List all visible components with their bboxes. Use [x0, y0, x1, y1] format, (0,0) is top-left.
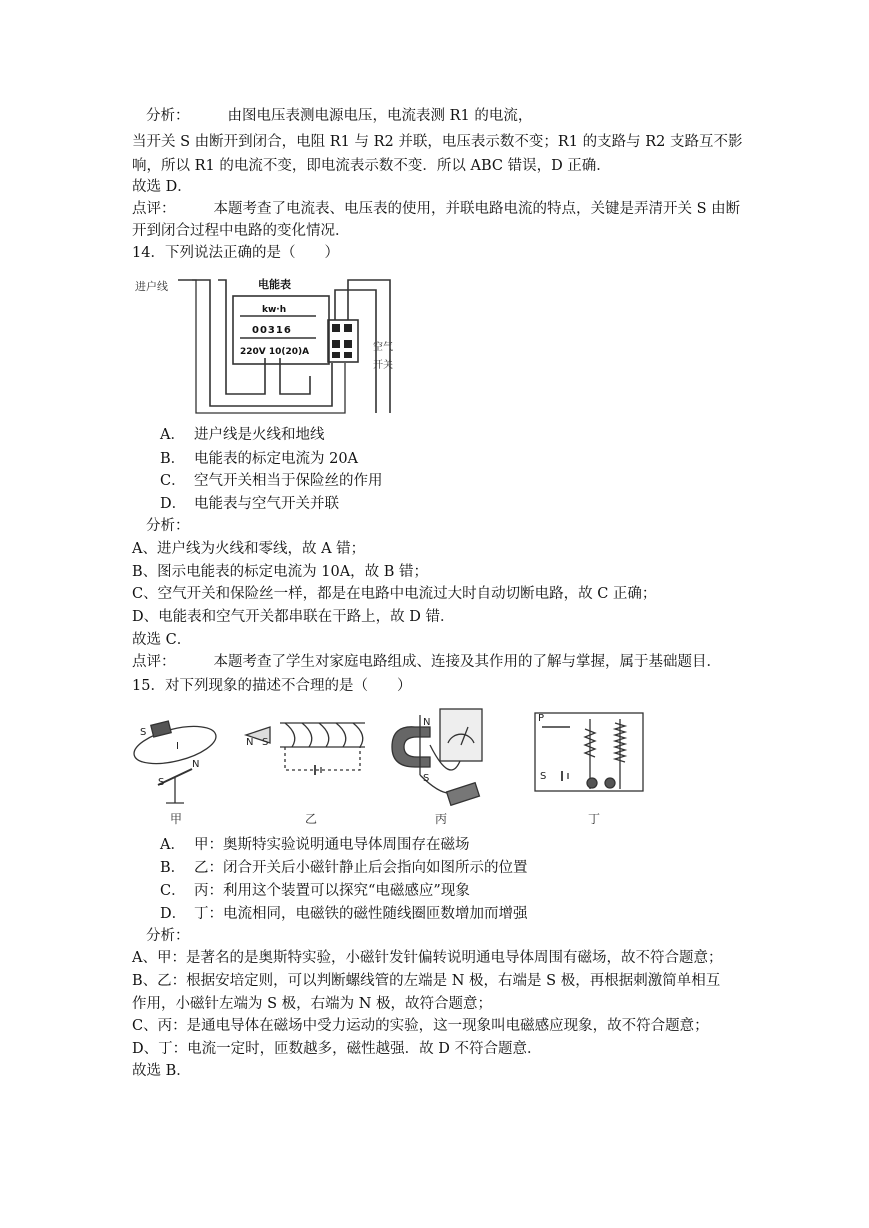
q14-option-c: C． 空气开关相当于保险丝的作用	[160, 473, 383, 489]
q15-option-b: B． 乙：闭合开关后小磁针静止后会指向如图所示的位置	[160, 860, 528, 876]
q14-analysis-line-4: D、电能表和空气开关都串联在干路上，故 D 错．	[132, 609, 455, 625]
bing-label-s: S	[423, 773, 430, 784]
q13-review-label: 点评：	[132, 201, 176, 217]
ding-label-p: P	[538, 713, 545, 724]
caption-jia: 甲	[170, 812, 183, 826]
ding-label-s: S	[540, 771, 547, 782]
q15-analysis-line-3: 作用，小磁针左端为 S 极，右端为 N 极，故符合题意；	[132, 996, 493, 1012]
q14-review-text: 本题考查了学生对家庭电路组成、连接及其作用的了解与掌握，属于基础题目．	[213, 654, 721, 670]
q15-analysis-label: 分析：	[146, 928, 190, 944]
figure-bing	[392, 709, 482, 805]
q15-analysis-line-5: D、丁：电流一定时，匝数越多，磁性越强．故 D 不符合题意．	[132, 1041, 542, 1057]
caption-yi: 乙	[305, 812, 318, 826]
jia-label-s: S	[140, 727, 147, 738]
q15-figures	[130, 705, 650, 830]
q15-option-c: C． 丙：利用这个装置可以探究“电磁感应”现象	[160, 883, 470, 899]
q15-stem: 15．对下列现象的描述不合理的是（ ）	[132, 678, 412, 694]
q14-stem: 14．下列说法正确的是（ ）	[132, 245, 339, 261]
q14-answer: 故选 C．	[132, 632, 192, 648]
q15-analysis-line-1: A、甲：是著名的是奥斯特实验，小磁针发针偏转说明通电导体周围有磁场，故不符合题意；	[132, 950, 723, 966]
q13-analysis-label: 分析：	[146, 108, 190, 124]
meter-reading: 00316	[252, 325, 292, 336]
q14-review	[132, 652, 721, 672]
jia-label-n: N	[192, 759, 200, 770]
q13-review-text: 本题考查了电流表、电压表的使用，并联电路电流的特点，关键是弄清开关 S 由断	[213, 201, 741, 217]
q15-analysis-line-4: C、丙：是通电导体在磁场中受力运动的实验，这一现象叫电磁感应现象，故不符合题意；	[132, 1018, 709, 1034]
meter-title: 电能表	[258, 278, 291, 291]
jia-label-i: I	[176, 741, 179, 752]
figure-ding	[535, 713, 643, 791]
q14-meter-figure	[130, 268, 420, 418]
meter-unit: kw·h	[262, 305, 287, 315]
figure-yi	[246, 723, 365, 775]
q13-analysis-line-3: 响，所以 R1 的电流不变，即电流表示数不变．所以 ABC 错误，D 正确．	[132, 158, 611, 174]
incoming-line-label: 进户线	[135, 280, 168, 293]
switch-label-2: 开关	[373, 360, 393, 371]
q14-analysis-line-2: B、图示电能表的标定电流为 10A，故 B 错；	[132, 564, 429, 580]
q15-option-d: D． 丁：电流相同，电磁铁的磁性随线圈匝数增加而增强	[160, 906, 528, 922]
q13-analysis-line-1	[146, 106, 532, 126]
q14-option-a: A． 进户线是火线和地线	[160, 427, 325, 443]
q14-review-label: 点评：	[132, 654, 176, 670]
q13-review-line-1	[132, 199, 740, 219]
meter-rating: 220V 10(20)A	[240, 347, 310, 357]
q14-analysis-label: 分析：	[146, 518, 190, 534]
q13-answer: 故选 D．	[132, 179, 192, 195]
q14-analysis-line-3: C、空气开关和保险丝一样，都是在电路中电流过大时自动切断电路，故 C 正确；	[132, 586, 657, 602]
yi-label-n: N	[246, 737, 254, 748]
yi-label-s: S	[262, 737, 269, 748]
switch-label-1: 空气	[373, 342, 393, 353]
caption-bing: 丙	[435, 812, 448, 826]
q15-answer: 故选 B．	[132, 1063, 191, 1079]
q13-review-line-2: 开到闭合过程中电路的变化情况．	[132, 223, 350, 239]
q15-option-a: A． 甲：奥斯特实验说明通电导体周围存在磁场	[160, 837, 470, 853]
q14-option-b: B． 电能表的标定电流为 20A	[160, 451, 359, 467]
bing-label-n: N	[423, 717, 431, 728]
q15-analysis-line-2: B、乙：根据安培定则，可以判断螺线管的左端是 N 极，右端是 S 极，再根据刺激简单相互	[132, 973, 721, 989]
q13-analysis-line-2: 当开关 S 由断开到闭合，电阻 R1 与 R2 并联，电压表示数不变；R1 的支路与 R2 支路互不影	[132, 134, 743, 150]
q14-analysis-line-1: A、进户线为火线和零线，故 A 错；	[132, 541, 366, 557]
caption-ding: 丁	[588, 812, 601, 826]
jia-label-s2: S	[158, 777, 165, 788]
q13-analysis-text: 由图电压表测电源电压，电流表测 R1 的电流，	[227, 108, 533, 124]
q14-option-d: D． 电能表与空气开关并联	[160, 496, 339, 512]
